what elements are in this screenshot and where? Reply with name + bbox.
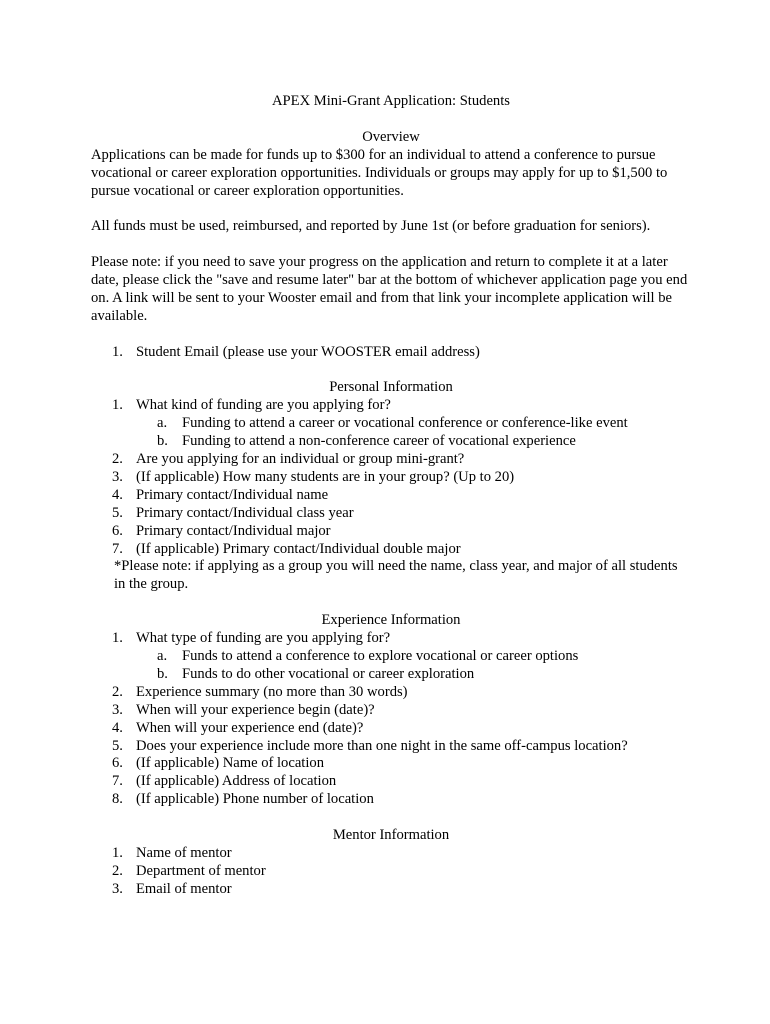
experience-info-list xyxy=(91,630,691,809)
sub-list-item xyxy=(91,433,691,451)
list-text: What type of funding are you applying for? xyxy=(136,630,391,647)
overview-heading: Overview xyxy=(362,128,420,145)
list-item xyxy=(91,505,691,523)
list-text: Are you applying for an individual or group mini-grant? xyxy=(136,451,465,468)
document-body xyxy=(91,93,691,899)
list-number: 7. xyxy=(112,540,123,557)
sub-list-item xyxy=(91,666,691,684)
list-text: Primary contact/Individual name xyxy=(136,486,329,503)
list-item xyxy=(91,845,691,863)
overview-paragraph-3: Please note: if you need to save your progress on the application and return to complete it at a later date, please click the "save and resume later" bar at the bottom of whichever application page you end on. A link will be sent to your Wooster email and from that link your incomplete application will be available. xyxy=(91,254,688,324)
list-item xyxy=(91,720,691,738)
list-item xyxy=(91,523,691,541)
sub-list-text: Funding to attend a non-conference career of vocational experience xyxy=(182,433,576,450)
list-text: Experience summary (no more than 30 words) xyxy=(136,683,408,700)
list-text: What kind of funding are you applying for? xyxy=(136,397,391,414)
list-number: 6. xyxy=(112,522,123,539)
list-text: When will your experience begin (date)? xyxy=(136,701,375,718)
sub-list-letter: a. xyxy=(157,648,168,664)
list-text: Department of mentor xyxy=(136,862,266,879)
list-item xyxy=(91,487,691,505)
list-number: 1. xyxy=(112,844,123,861)
list-number: 1. xyxy=(112,397,123,414)
list-item xyxy=(91,702,691,720)
list-text: (If applicable) Name of location xyxy=(136,755,325,772)
group-note: *Please note: if applying as a group you will need the name, class year, and major of all students in the group. xyxy=(114,558,678,593)
list-item xyxy=(91,881,691,899)
list-text: Student Email (please use your WOOSTER email address) xyxy=(136,343,480,360)
student-email-list xyxy=(91,344,691,362)
list-item xyxy=(91,397,691,415)
list-text: Primary contact/Individual major xyxy=(136,522,331,539)
list-text: (If applicable) How many students are in your group? (Up to 20) xyxy=(136,468,515,485)
personal-info-heading: Personal Information xyxy=(329,379,453,396)
sub-list-item xyxy=(91,415,691,433)
document-title: APEX Mini-Grant Application: Students xyxy=(272,93,510,109)
mentor-info-heading: Mentor Information xyxy=(332,827,450,844)
list-text: Name of mentor xyxy=(136,844,232,861)
list-number: 5. xyxy=(112,737,123,754)
list-item xyxy=(91,755,691,773)
list-item xyxy=(91,469,691,487)
list-text: When will your experience end (date)? xyxy=(136,719,364,736)
sub-list-text: Funds to attend a conference to explore vocational or career options xyxy=(182,648,579,664)
overview-paragraph-1: Applications can be made for funds up to $300 for an individual to attend a conference to pursue vocational or career exploration opportunities. Individuals or groups may apply for up to $1,500 to pursue vocational or career exploration opportunities. xyxy=(91,146,668,199)
list-number: 8. xyxy=(112,791,123,808)
list-item xyxy=(91,451,691,469)
mentor-info-list xyxy=(91,845,691,899)
list-number: 5. xyxy=(112,504,123,521)
list-item xyxy=(91,863,691,881)
list-number: 7. xyxy=(112,773,123,790)
list-text: (If applicable) Primary contact/Individual double major xyxy=(136,540,461,557)
list-text: Primary contact/Individual class year xyxy=(136,504,354,521)
sub-list-letter: b. xyxy=(157,433,168,450)
list-text: Does your experience include more than one night in the same off-campus location? xyxy=(136,737,628,754)
list-number: 2. xyxy=(112,862,123,879)
overview-paragraph-2: All funds must be used, reimbursed, and reported by June 1st (or before graduation for seniors). xyxy=(91,218,651,235)
sub-list-item xyxy=(91,648,691,666)
list-number: 4. xyxy=(112,719,123,736)
list-item xyxy=(91,684,691,702)
list-number: 3. xyxy=(112,880,123,897)
list-number: 3. xyxy=(112,468,123,485)
sub-list-letter: b. xyxy=(157,665,168,682)
list-number: 2. xyxy=(112,683,123,700)
list-item xyxy=(91,738,691,756)
list-item xyxy=(91,541,691,559)
list-number: 2. xyxy=(112,451,123,468)
list-number: 1. xyxy=(112,630,123,647)
list-number: 1. xyxy=(112,343,123,360)
list-number: 4. xyxy=(112,486,123,503)
experience-info-heading: Experience Information xyxy=(321,612,461,629)
list-text: (If applicable) Phone number of location xyxy=(136,791,374,808)
list-number: 3. xyxy=(112,701,123,718)
list-text: Email of mentor xyxy=(136,880,232,897)
list-number: 6. xyxy=(112,755,123,772)
personal-info-list xyxy=(91,397,691,558)
list-item xyxy=(91,791,691,809)
sub-list-letter: a. xyxy=(157,415,168,432)
list-item xyxy=(91,344,691,362)
sub-list-text: Funds to do other vocational or career exploration xyxy=(182,665,475,682)
list-item xyxy=(91,773,691,791)
list-text: (If applicable) Address of location xyxy=(136,773,337,790)
sub-list-text: Funding to attend a career or vocational conference or conference-like event xyxy=(182,415,628,432)
list-item xyxy=(91,630,691,648)
